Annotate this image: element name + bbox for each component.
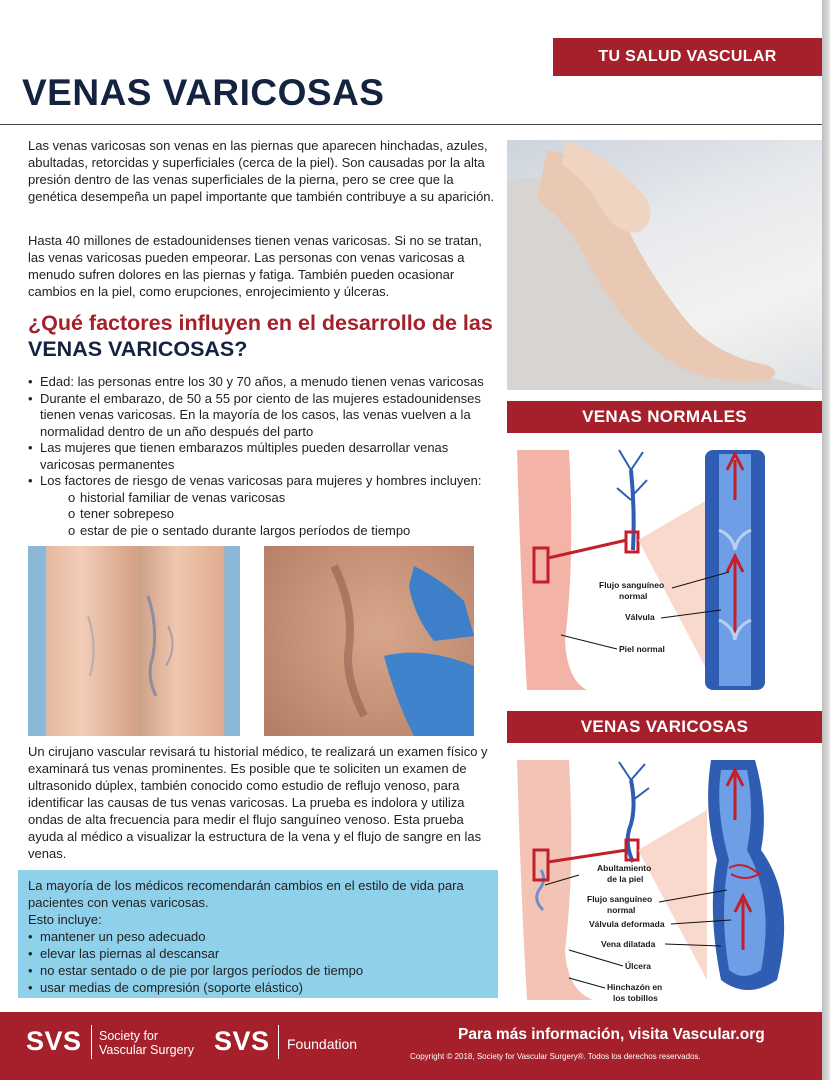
list-item: o estar de pie o sentado durante largos períodos de tiempo [68, 523, 503, 540]
lifestyle-lead: Esto incluye: [28, 912, 102, 927]
label-flow-line1: Flujo sanguíneo [599, 580, 665, 590]
vein-closeup-illustration [264, 546, 474, 736]
list-item: • mantener un peso adecuado [28, 928, 488, 945]
leader-ulcer [569, 950, 623, 966]
copyright: Copyright © 2018, Society for Vascular Surgery®. Todos los derechos reservados. [410, 1052, 701, 1061]
list-item: • usar medias de compresión (soporte elástico) [28, 979, 488, 996]
label-bulge-line2: de la piel [607, 874, 644, 884]
page-title: VENAS VARICOSAS [22, 72, 385, 113]
photo-legs-varicose [28, 546, 240, 736]
list-item: • Durante el embarazo, de 50 a 55 por ciento de las mujeres estadounidenses tienen venas varicosas. En la mayoría de los casos, las venas vuelven a la normalidad dentro de un año después del parto [28, 391, 503, 441]
list-item: • Las mujeres que tienen embarazos múltiples pueden desarrollar venas varicosas permanentes [28, 440, 503, 473]
svs-logo: SVS [26, 1026, 82, 1056]
logo-divider [278, 1025, 279, 1059]
normal-veins-banner: VENAS NORMALES [507, 401, 822, 433]
leg-veins-illustration [28, 546, 240, 736]
intro-paragraph-2: Hasta 40 millones de estadounidenses tienen venas varicosas. Si no se tratan, las venas varicosas pueden empeorar. Las personas con venas varicosas a menudo sufren dolores en las piernas y fatiga. También pueden ocasionar cambios en la piel, como erupciones, enrojecimiento y úlceras. [28, 233, 482, 299]
varicose-veins-banner: VENAS VARICOSAS [507, 711, 822, 743]
lifestyle-box [18, 870, 498, 998]
leg-skin-shape [517, 450, 587, 690]
foundation-name: Foundation [287, 1036, 358, 1052]
label-dilated: Vena dilatada [601, 939, 656, 949]
label-flow-line2: normal [607, 905, 636, 915]
leader-skin [561, 635, 617, 649]
label-flow-line2: normal [619, 591, 648, 601]
logo-divider [91, 1025, 92, 1059]
label-bulge-line1: Abultamiento [597, 863, 652, 873]
factors-heading [28, 310, 508, 362]
normal-vein-diagram [507, 440, 822, 702]
factors-heading-part1: ¿Qué factores influyen en el desarrollo de las [28, 311, 493, 335]
intro-paragraph-1: Las venas varicosas son venas en las piernas que aparecen hinchadas, azules, abultadas, retorcidas y superficiales (cerca de la piel). Son causadas por la alta presión dentro de las venas superficiales de la pierna, pero se cree que la genética desempeña un papel importante que también contribuye a su aparición. [28, 138, 495, 204]
title-divider [0, 124, 822, 125]
legs-illustration [507, 140, 822, 390]
org-name-line2: Vascular Surgery [99, 1043, 194, 1057]
label-valve: Válvula deformada [589, 919, 665, 929]
risk-factor-sublist [68, 490, 503, 540]
exam-paragraph: Un cirujano vascular revisará tu historial médico, te realizará un examen físico y examinará tus venas prominentes. Es posible que te soliciten un examen de ultrasonido dúplex, también conocido como estudio de reflujo venoso, para identificar las causas de tus venas varicosas. La prueba es indolora y utiliza ondas de alta frecuencia para medir el flujo sanguíneo venoso. Esta prueba ayuda al médico a visualizar la estructura de la vena y el flujo de sangre en las venas. [28, 744, 488, 861]
list-item: • no estar sentado o de pie por largos períodos de tiempo [28, 962, 488, 979]
risk-factor-list [28, 374, 503, 539]
leg-skin-shape [517, 760, 593, 1000]
lifestyle-list [28, 928, 488, 996]
label-swelling-line1: Hinchazón en [607, 982, 663, 992]
list-item: o historial familiar de venas varicosas [68, 490, 503, 507]
label-skin: Piel normal [619, 644, 665, 654]
factors-heading-part2: VENAS VARICOSAS? [28, 337, 248, 361]
list-item: • Edad: las personas entre los 30 y 70 años, a menudo tienen venas varicosas [28, 374, 503, 391]
label-swelling-line2: los tobillos [613, 993, 658, 1003]
vein-branch [628, 780, 634, 862]
page-edge-shadow [822, 0, 830, 1080]
org-name-line1: Society for [99, 1029, 159, 1043]
more-info-link[interactable]: Para más información, visita Vascular.org [458, 1026, 765, 1043]
section-tag: TU SALUD VASCULAR [553, 38, 822, 76]
footer [0, 1012, 822, 1080]
list-item: • Los factores de riesgo de venas varicosas para mujeres y hombres incluyen: [28, 473, 503, 490]
org-name [99, 1029, 194, 1057]
svs-foundation-logo: SVS [214, 1026, 270, 1056]
label-ulcer: Úlcera [625, 961, 651, 971]
varicose-vein-diagram [507, 750, 822, 1012]
photo-bulging-vein [264, 546, 474, 736]
lifestyle-intro: La mayoría de los médicos recomendarán cambios en el estilo de vida para pacientes con venas varicosas. [28, 878, 464, 910]
label-valve: Válvula [625, 612, 655, 622]
list-item: • elevar las piernas al descansar [28, 945, 488, 962]
list-item: o tener sobrepeso [68, 506, 503, 523]
label-flow-line1: Flujo sanguíneo [587, 894, 653, 904]
photo-woman-legs [507, 140, 822, 390]
vein-branch [631, 470, 634, 550]
